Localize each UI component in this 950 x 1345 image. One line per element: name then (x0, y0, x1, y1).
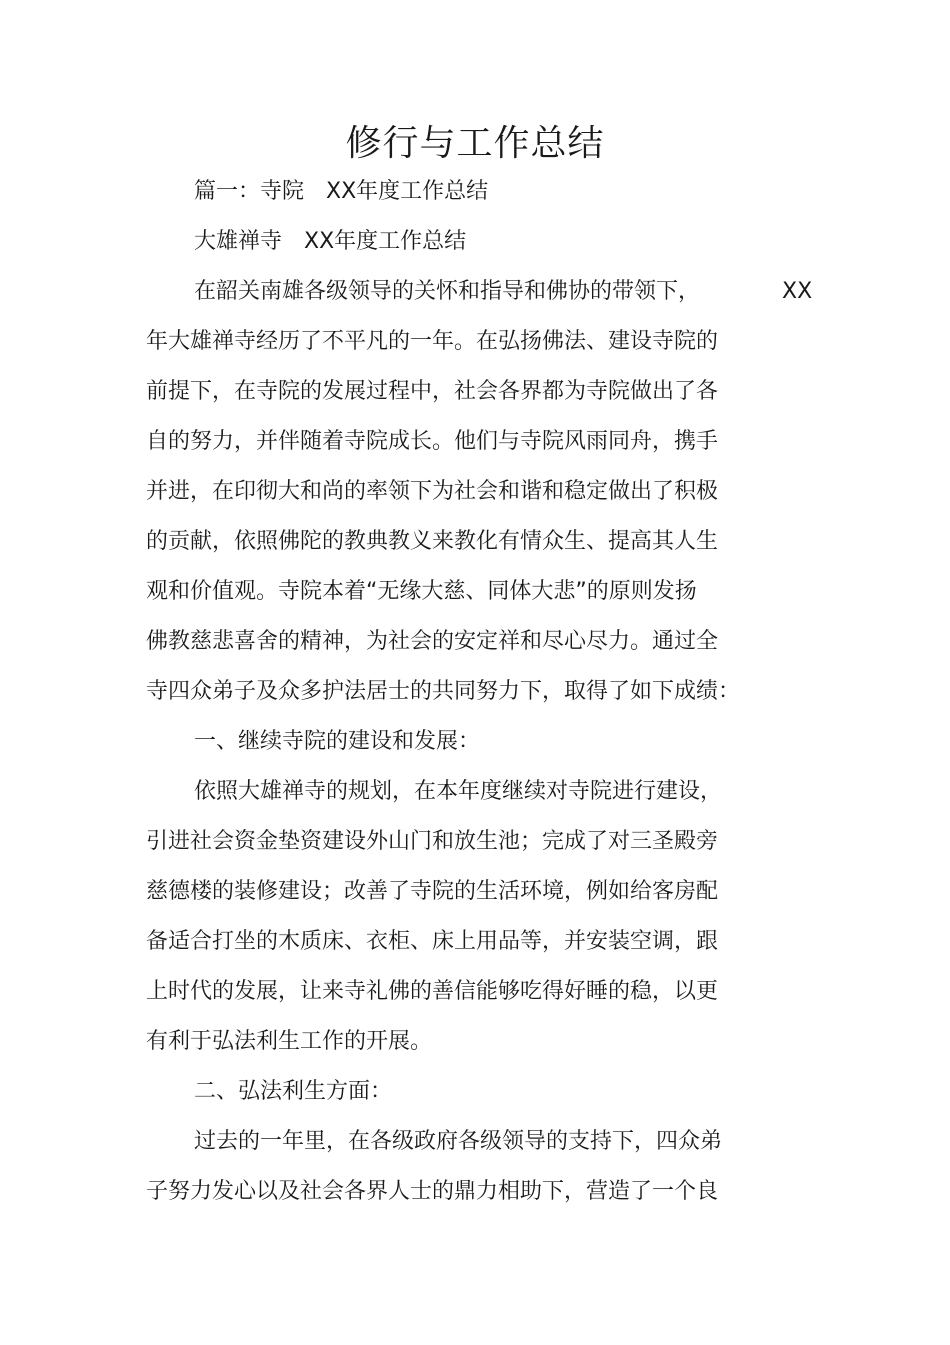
section-heading-dharma: 二、弘法利生方面： (194, 1079, 393, 1104)
paragraph-line: 备适合打坐的木质床、衣柜、床上用品等，并安装空调，跟 (146, 929, 719, 954)
heading-report: 大雄禅寺 XX年度工作总结 (194, 229, 467, 254)
section-heading-construction: 一、继续寺院的建设和发展： (194, 729, 481, 754)
paragraph-line: 有利于弘法利生工作的开展。 (146, 1029, 433, 1054)
paragraph-line: 佛教慈悲喜舍的精神，为社会的安定祥和尽心尽力。通过全 (146, 629, 719, 654)
paragraph-line: 引进社会资金垫资建设外山门和放生池；完成了对三圣殿旁 (146, 829, 719, 854)
paragraph-line: 寺四众弟子及众多护法居士的共同努力下，取得了如下成绩： (146, 679, 741, 704)
paragraph-line: 慈德楼的装修建设；改善了寺院的生活环境，例如给客房配 (146, 879, 719, 904)
paragraph-line: 过去的一年里，在各级政府各级领导的支持下，四众弟 (194, 1129, 723, 1154)
paragraph-line: 年大雄禅寺经历了不平凡的一年。在弘扬佛法、建设寺院的 (146, 329, 719, 354)
paragraph-line: 自的努力，并伴随着寺院成长。他们与寺院风雨同舟，携手 (146, 429, 719, 454)
paragraph-line: 子努力发心以及社会各界人士的鼎力相助下，营造了一个良 (146, 1179, 719, 1204)
paragraph-line: 依照大雄禅寺的规划，在本年度继续对寺院进行建设， (194, 779, 723, 804)
heading-part-one: 篇一：寺院 XX年度工作总结 (194, 179, 489, 204)
paragraph-line: 的贡献，依照佛陀的教典教义来教化有情众生、提高其人生 (146, 529, 719, 554)
paragraph-line: 观和价值观。寺院本着“无缘大慈、同体大悲”的原则发扬 (146, 579, 697, 604)
paragraph-line: 上时代的发展，让来寺礼佛的善信能够吃得好睡的稳，以更 (146, 979, 719, 1004)
paragraph-line: 在韶关南雄各级领导的关怀和指导和佛协的带领下， (194, 279, 701, 304)
document-title: 修行与工作总结 (345, 123, 605, 164)
paragraph-line: 前提下，在寺院的发展过程中，社会各界都为寺院做出了各 (146, 379, 719, 404)
paragraph-line-tail: XX (782, 279, 813, 304)
paragraph-line: 并进，在印彻大和尚的率领下为社会和谐和稳定做出了积极 (146, 479, 719, 504)
